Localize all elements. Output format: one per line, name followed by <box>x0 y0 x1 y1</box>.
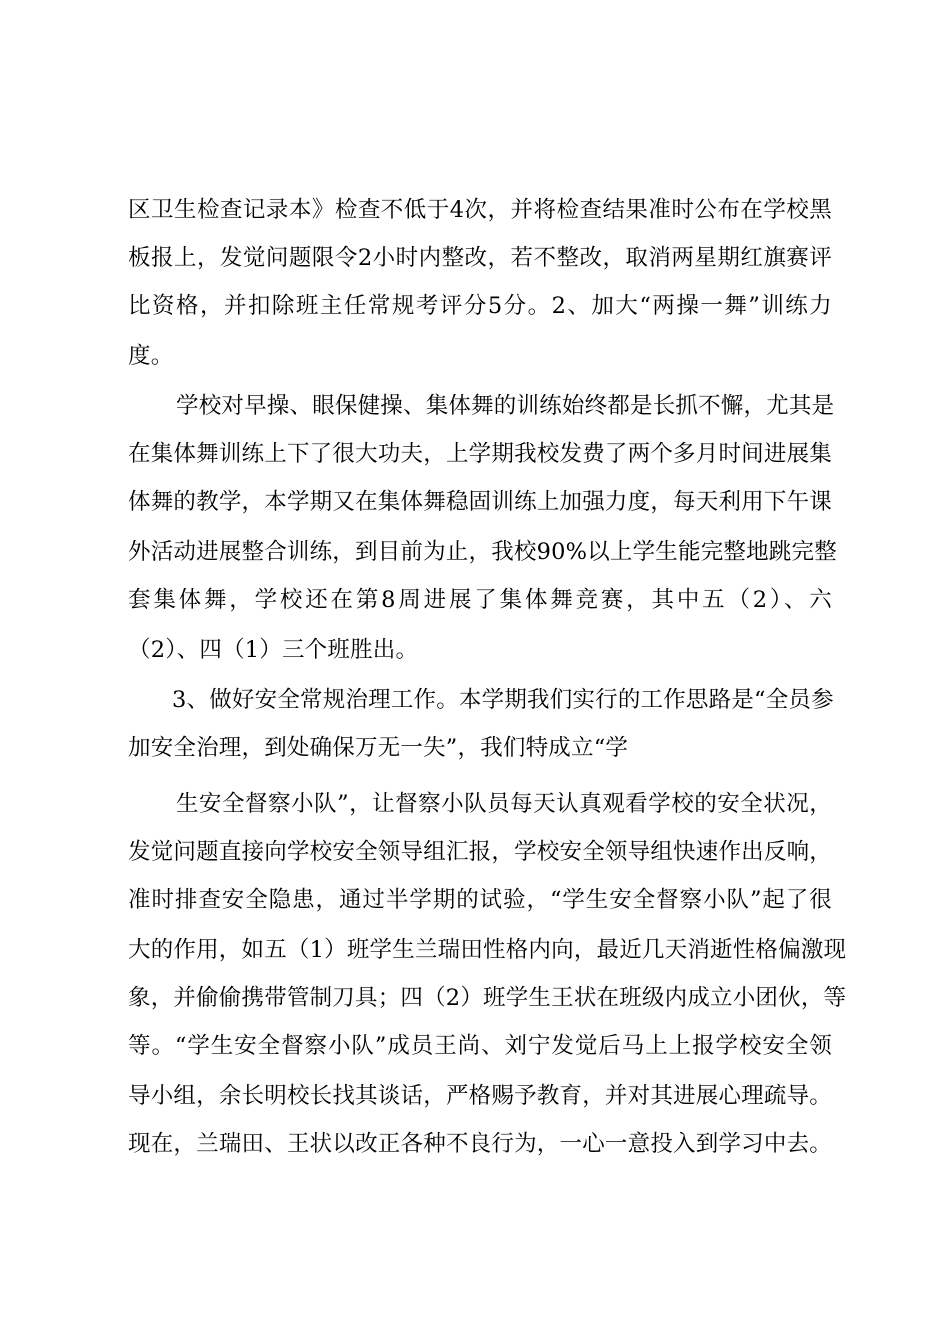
text-line: 象，并偷偷携带管制刀具；四（2）班学生王状在班级内成立小团伙，等 <box>128 985 847 1011</box>
paragraph-first-line: 生安全督察小队”，让督察小队员每天认真观看学校的安全状况， <box>176 791 832 817</box>
text-line: 板报上，发觉问题限令2小时内整改，若不整改，取消两星期红旗赛评 <box>128 245 832 271</box>
text-line: 外活动进展整合训练，到目前为止，我校90%以上学生能完整地跳完整 <box>128 539 837 565</box>
text-line: 套集体舞，学校还在第8周进展了集体舞竞赛，其中五（2）、六 <box>128 587 832 613</box>
text-line: 现在，兰瑞田、王状以改正各种不良行为，一心一意投入到学习中去。 <box>128 1131 832 1157</box>
text-line: 发觉问题直接向学校安全领导组汇报，学校安全领导组快速作出反响， <box>128 839 832 865</box>
text-line: 体舞的教学，本学期又在集体舞稳固训练上加强力度，每天利用下午课 <box>128 489 832 515</box>
text-line: 准时排查安全隐患，通过半学期的试验，“学生安全督察小队”起了很 <box>128 887 832 913</box>
paragraph-first-line: 学校对早操、眼保健操、集体舞的训练始终都是长抓不懈，尤其是 <box>176 393 835 419</box>
text-line: 度。 <box>128 343 174 369</box>
text-line: 导小组，余长明校长找其谈话，严格赐予教育，并对其进展心理疏导。 <box>128 1083 832 1109</box>
text-line: 加安全治理，到处确保万无一失”，我们特成立“学 <box>128 735 629 761</box>
text-line: 在集体舞训练上下了很大功夫，上学期我校发费了两个多月时间进展集 <box>128 441 832 467</box>
text-line: （2）、四（1）三个班胜出。 <box>128 637 419 663</box>
paragraph-first-line: 3、做好安全常规治理工作。本学期我们实行的工作思路是“全员参 <box>172 687 834 713</box>
text-line: 等。“学生安全督察小队”成员王尚、刘宁发觉后马上上报学校安全领 <box>128 1033 832 1059</box>
text-line: 大的作用，如五（1）班学生兰瑞田性格内向，最近几天消逝性格偏激现 <box>128 937 847 963</box>
text-line: 区卫生检查记录本》检查不低于4次，并将检查结果准时公布在学校黑 <box>128 197 832 223</box>
text-line: 比资格，并扣除班主任常规考评分5分。2、加大“两操一舞”训练力 <box>128 293 832 319</box>
